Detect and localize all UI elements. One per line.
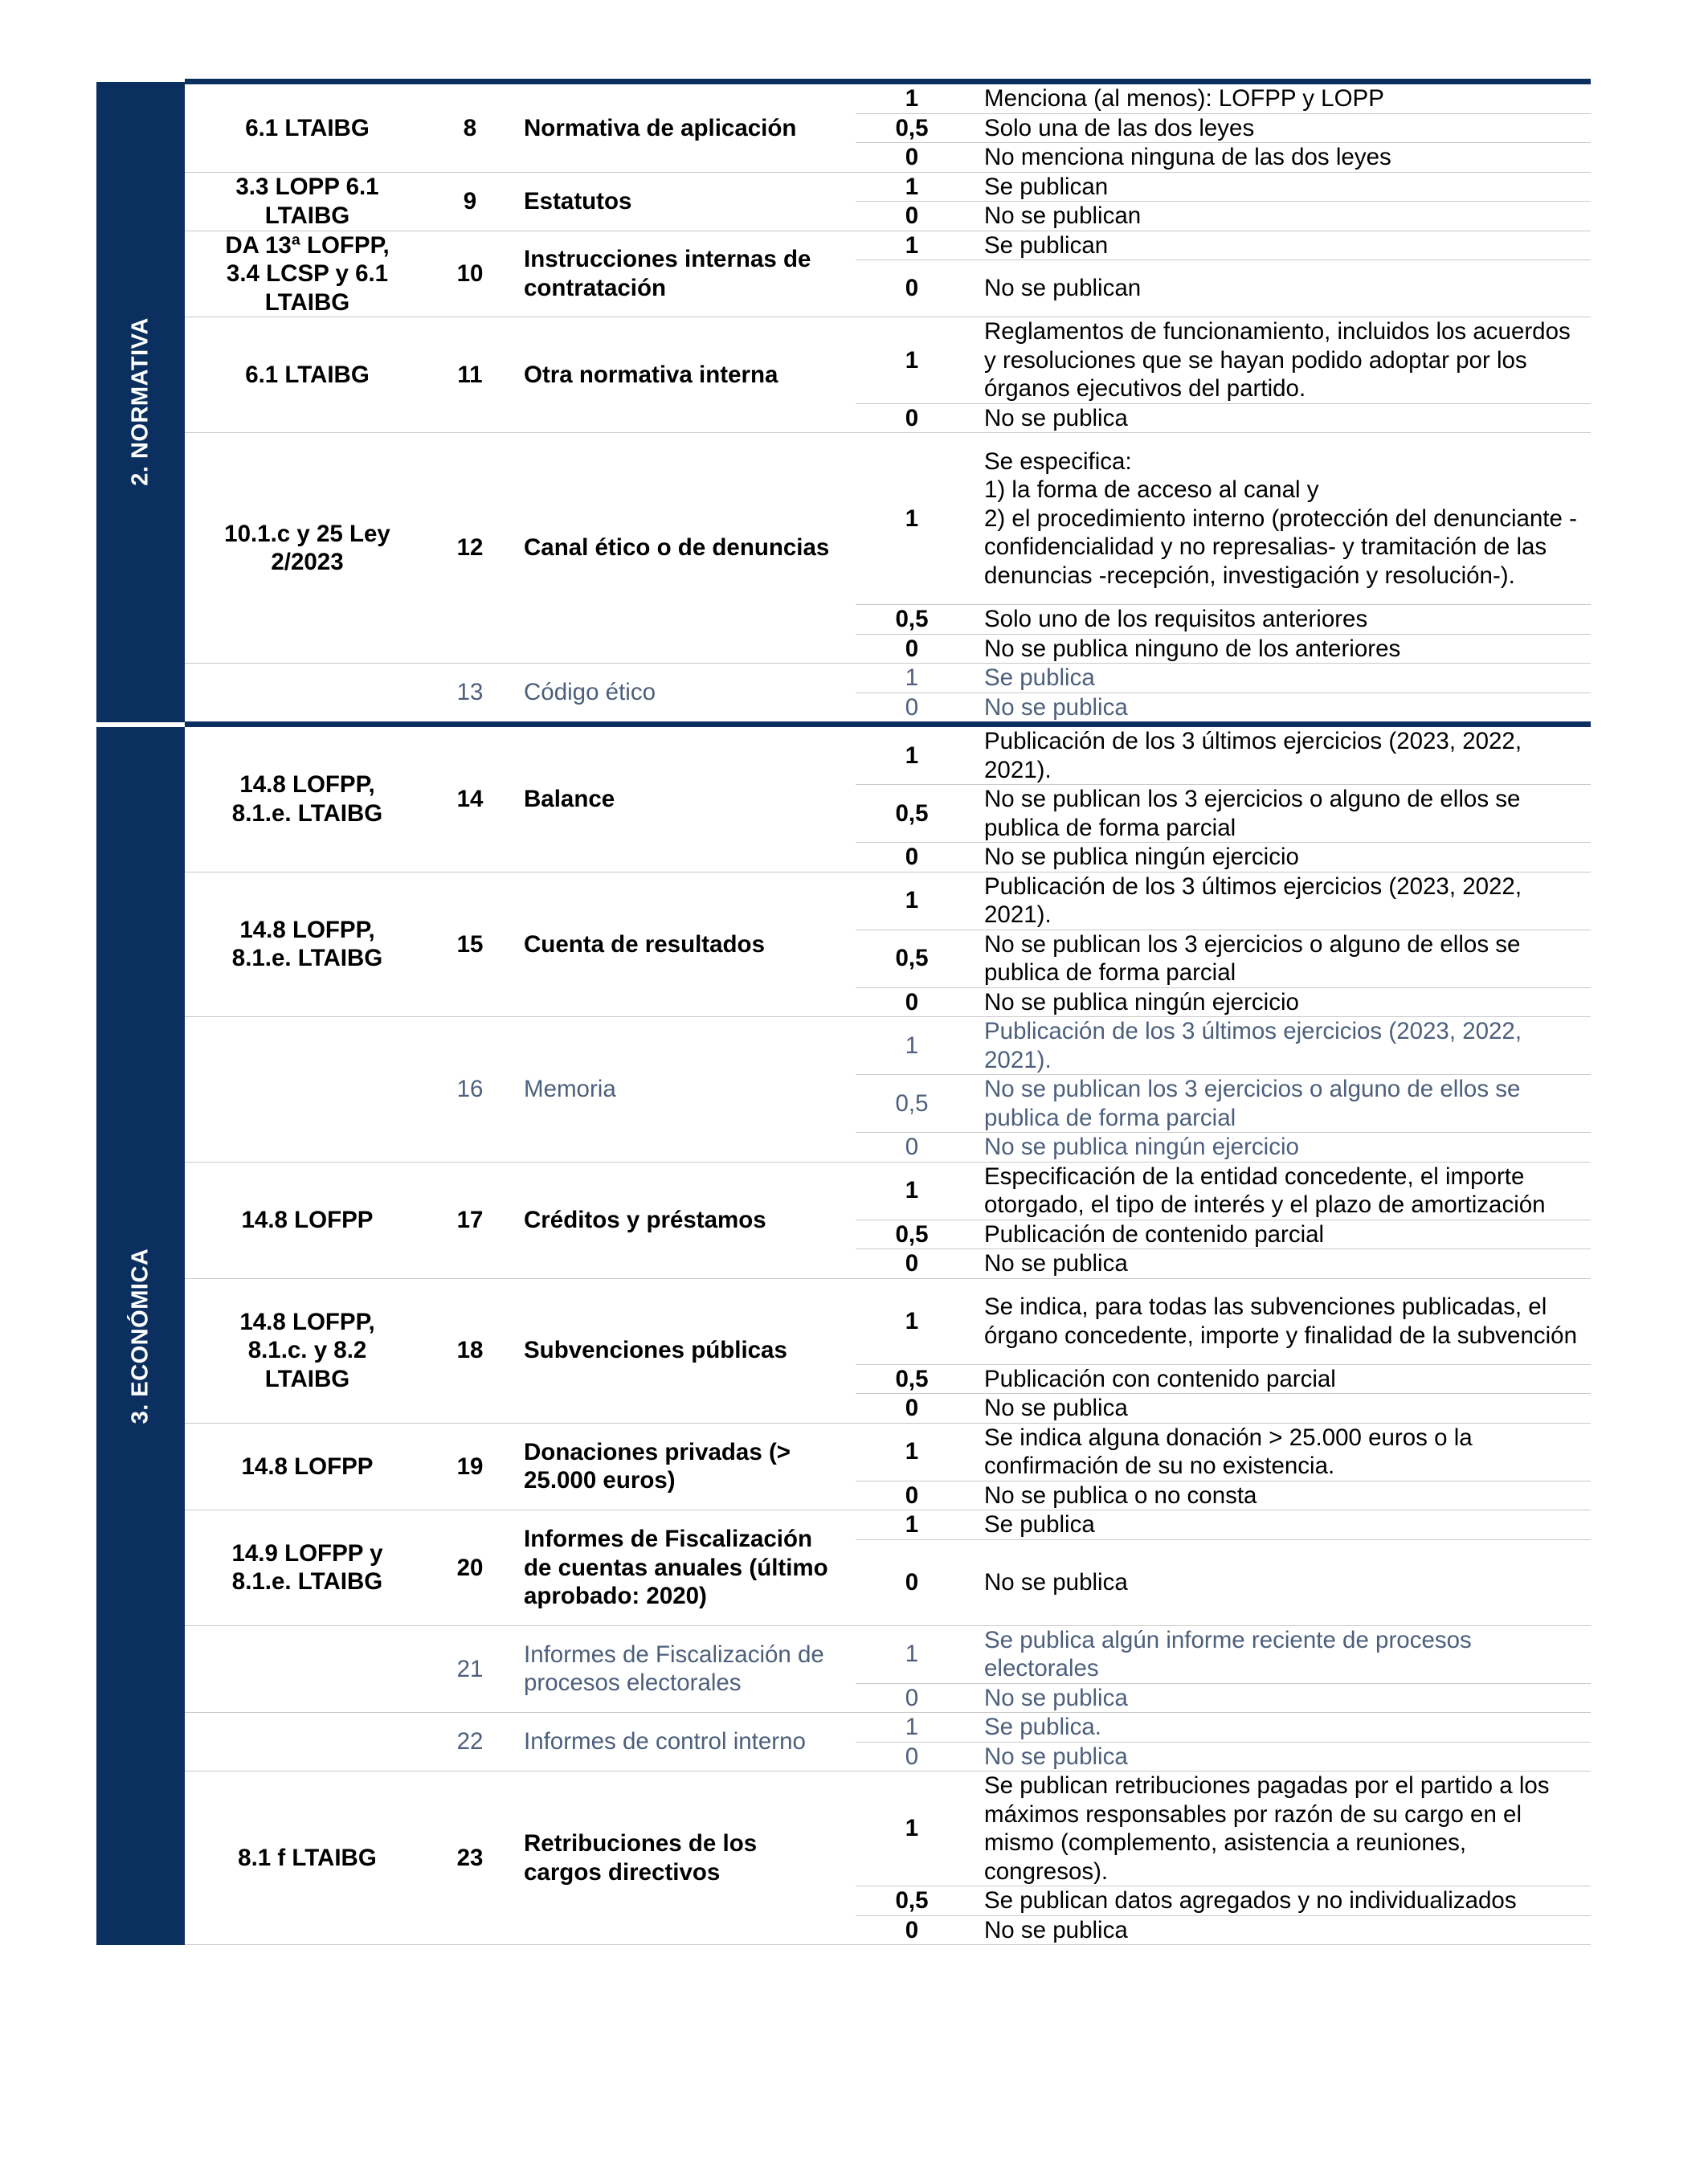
indicator-number: 20 xyxy=(430,1510,510,1626)
score-description: Solo uno de los requisitos anteriores xyxy=(968,605,1591,635)
legal-reference: 14.8 LOFPP xyxy=(185,1162,430,1278)
indicator-number: 13 xyxy=(430,664,510,725)
legal-reference: 14.8 LOFPP xyxy=(185,1423,430,1510)
score-points: 0 xyxy=(856,1249,968,1279)
indicator-name: Memoria xyxy=(510,1017,856,1163)
legal-reference: DA 13ª LOFPP, 3.4 LCSP y 6.1 LTAIBG xyxy=(185,231,430,317)
score-points: 0,5 xyxy=(856,1075,968,1133)
score-points: 1 xyxy=(856,82,968,114)
score-points: 1 xyxy=(856,1017,968,1075)
legal-reference xyxy=(185,1625,430,1713)
criterion-row xyxy=(96,1510,1591,1540)
indicator-name: Informes de Fiscalización de procesos electorales xyxy=(510,1625,856,1713)
score-description: No se publican los 3 ejercicios o alguno de ellos se publica de forma parcial xyxy=(968,930,1591,987)
score-description: Publicación de los 3 últimos ejercicios (2023, 2022, 2021). xyxy=(968,1017,1591,1075)
score-description: Publicación de los 3 últimos ejercicios (2023, 2022, 2021). xyxy=(968,872,1591,930)
score-points: 0 xyxy=(856,693,968,725)
score-description: Se publican xyxy=(968,172,1591,202)
score-points: 0 xyxy=(856,143,968,173)
section-label: 2. NORMATIVA xyxy=(127,317,153,486)
score-points: 0 xyxy=(856,987,968,1017)
score-points: 1 xyxy=(856,1162,968,1220)
indicator-name: Otra normativa interna xyxy=(510,317,856,433)
score-description: No se publica ninguno de los anteriores xyxy=(968,634,1591,664)
score-points: 1 xyxy=(856,664,968,693)
legal-reference: 14.9 LOFPP y 8.1.e. LTAIBG xyxy=(185,1510,430,1626)
indicator-number: 21 xyxy=(430,1625,510,1713)
criterion-row xyxy=(96,872,1591,930)
section-band xyxy=(96,725,185,1945)
score-description: Publicación de contenido parcial xyxy=(968,1220,1591,1249)
score-description: No se publica xyxy=(968,1539,1591,1625)
indicator-number: 18 xyxy=(430,1278,510,1423)
score-description: No se publica ningún ejercicio xyxy=(968,987,1591,1017)
legal-reference: 14.8 LOFPP, 8.1.e. LTAIBG xyxy=(185,872,430,1017)
indicator-name: Estatutos xyxy=(510,172,856,231)
score-points: 0 xyxy=(856,1683,968,1713)
score-points: 0,5 xyxy=(856,1220,968,1249)
score-points: 0 xyxy=(856,634,968,664)
section-band xyxy=(96,82,185,725)
indicator-number: 14 xyxy=(430,725,510,872)
score-description: Se publican xyxy=(968,231,1591,260)
score-points: 0 xyxy=(856,260,968,317)
score-points: 0,5 xyxy=(856,605,968,635)
score-points: 1 xyxy=(856,1713,968,1743)
score-points: 0,5 xyxy=(856,1886,968,1916)
indicator-number: 11 xyxy=(430,317,510,433)
score-description: Se indica alguna donación > 25.000 euros o la confirmación de su no existencia. xyxy=(968,1423,1591,1481)
score-description xyxy=(968,433,1591,605)
indicator-number: 22 xyxy=(430,1713,510,1772)
criterion-row xyxy=(96,1423,1591,1481)
indicator-name: Código ético xyxy=(510,664,856,725)
score-description: Publicación de los 3 últimos ejercicios (2023, 2022, 2021). xyxy=(968,725,1591,785)
criterion-row xyxy=(96,1017,1591,1075)
score-description: No se publica xyxy=(968,693,1591,725)
criterion-row xyxy=(96,1713,1591,1743)
score-points: 0 xyxy=(856,1394,968,1424)
score-description: No se publica xyxy=(968,1742,1591,1772)
score-description: Se publica. xyxy=(968,1713,1591,1743)
score-points: 0,5 xyxy=(856,113,968,143)
indicator-name: Normativa de aplicación xyxy=(510,82,856,173)
legal-reference: 8.1 f LTAIBG xyxy=(185,1772,430,1945)
score-points: 1 xyxy=(856,1510,968,1540)
score-description-line: Se especifica: xyxy=(984,447,1132,475)
score-description: Especificación de la entidad concedente, el importe otorgado, el tipo de interés y el plazo de amortización xyxy=(968,1162,1591,1220)
score-description: Se publican retribuciones pagadas por el partido a los máximos responsables por razón de su cargo en el mismo (complemento, asistencia a reuniones, congresos). xyxy=(968,1772,1591,1886)
indicator-name: Informes de Fiscalización de cuentas anuales (último aprobado: 2020) xyxy=(510,1510,856,1626)
legal-reference: 3.3 LOPP 6.1 LTAIBG xyxy=(185,172,430,231)
score-points: 1 xyxy=(856,725,968,785)
indicator-number: 23 xyxy=(430,1772,510,1945)
score-description: Reglamentos de funcionamiento, incluidos los acuerdos y resoluciones que se hayan podido adoptar por los órganos ejecutivos del partido. xyxy=(968,317,1591,404)
score-description: Menciona (al menos): LOFPP y LOPP xyxy=(968,82,1591,114)
indicator-name: Donaciones privadas (> 25.000 euros) xyxy=(510,1423,856,1510)
score-description: No se publican los 3 ejercicios o alguno de ellos se publica de forma parcial xyxy=(968,785,1591,843)
score-points: 1 xyxy=(856,1772,968,1886)
score-points: 1 xyxy=(856,1278,968,1364)
criterion-row xyxy=(96,172,1591,202)
legal-reference: 14.8 LOFPP, 8.1.e. LTAIBG xyxy=(185,725,430,872)
legal-reference: 6.1 LTAIBG xyxy=(185,82,430,173)
legal-reference: 14.8 LOFPP, 8.1.c. y 8.2 LTAIBG xyxy=(185,1278,430,1423)
criterion-row xyxy=(96,1625,1591,1683)
indicator-name: Instrucciones internas de contratación xyxy=(510,231,856,317)
score-points: 1 xyxy=(856,1625,968,1683)
section-label: 3. ECONÓMICA xyxy=(127,1248,153,1424)
score-points: 0 xyxy=(856,1915,968,1945)
score-description: No se publica ningún ejercicio xyxy=(968,1133,1591,1163)
score-points: 0 xyxy=(856,202,968,231)
legal-reference: 10.1.c y 25 Ley 2/2023 xyxy=(185,433,430,664)
score-points: 1 xyxy=(856,433,968,605)
indicator-number: 9 xyxy=(430,172,510,231)
criterion-row xyxy=(96,1772,1591,1886)
indicator-name: Subvenciones públicas xyxy=(510,1278,856,1423)
indicator-number: 8 xyxy=(430,82,510,173)
score-description: Se indica, para todas las subvenciones publicadas, el órgano concedente, importe y finalidad de la subvención xyxy=(968,1278,1591,1364)
score-points: 0,5 xyxy=(856,785,968,843)
criterion-row xyxy=(96,433,1591,605)
score-description-line: 2) el procedimiento interno (protección del denunciante -confidencialidad y no represalias- y tramitación de las denuncias -recepción, investigación y resolución-). xyxy=(984,505,1577,589)
score-description: Solo una de las dos leyes xyxy=(968,113,1591,143)
indicator-number: 17 xyxy=(430,1162,510,1278)
score-description: No se publica xyxy=(968,403,1591,433)
score-description: No se publica xyxy=(968,1915,1591,1945)
score-description: Se publica algún informe reciente de procesos electorales xyxy=(968,1625,1591,1683)
score-description: No se publica xyxy=(968,1249,1591,1279)
score-description: No se publican xyxy=(968,260,1591,317)
score-points: 1 xyxy=(856,1423,968,1481)
criterion-row xyxy=(96,725,1591,785)
score-points: 1 xyxy=(856,172,968,202)
legal-reference: 6.1 LTAIBG xyxy=(185,317,430,433)
score-description-line: 1) la forma de acceso al canal y xyxy=(984,476,1319,504)
criterion-row xyxy=(96,1162,1591,1220)
indicator-name: Créditos y préstamos xyxy=(510,1162,856,1278)
score-description: No se publican los 3 ejercicios o alguno de ellos se publica de forma parcial xyxy=(968,1075,1591,1133)
score-points: 0 xyxy=(856,843,968,872)
score-description: No se publican xyxy=(968,202,1591,231)
criterion-row xyxy=(96,82,1591,114)
score-points: 0 xyxy=(856,403,968,433)
score-points: 0 xyxy=(856,1539,968,1625)
indicator-name: Canal ético o de denuncias xyxy=(510,433,856,664)
indicator-number: 19 xyxy=(430,1423,510,1510)
legal-reference xyxy=(185,664,430,725)
score-points: 1 xyxy=(856,317,968,404)
score-description: No se publica o no consta xyxy=(968,1481,1591,1510)
criteria-table-container xyxy=(96,79,1591,1945)
score-description: No se publica ningún ejercicio xyxy=(968,843,1591,872)
score-points: 0 xyxy=(856,1742,968,1772)
criterion-row xyxy=(96,1278,1591,1364)
indicator-number: 16 xyxy=(430,1017,510,1163)
score-points: 1 xyxy=(856,231,968,260)
indicator-number: 10 xyxy=(430,231,510,317)
score-points: 1 xyxy=(856,872,968,930)
score-description: No se publica xyxy=(968,1394,1591,1424)
score-description: Se publica xyxy=(968,664,1591,693)
score-description: Se publica xyxy=(968,1510,1591,1540)
score-description: Se publican datos agregados y no individualizados xyxy=(968,1886,1591,1916)
score-points: 0,5 xyxy=(856,1364,968,1394)
legal-reference xyxy=(185,1017,430,1163)
indicator-number: 12 xyxy=(430,433,510,664)
criterion-row xyxy=(96,231,1591,260)
score-points: 0 xyxy=(856,1481,968,1510)
criterion-row xyxy=(96,317,1591,404)
indicator-name: Balance xyxy=(510,725,856,872)
score-points: 0 xyxy=(856,1133,968,1163)
score-description: No se publica xyxy=(968,1683,1591,1713)
criterion-row xyxy=(96,664,1591,693)
indicator-name: Cuenta de resultados xyxy=(510,872,856,1017)
score-points: 0,5 xyxy=(856,930,968,987)
criteria-table xyxy=(96,79,1591,1945)
score-description: Publicación con contenido parcial xyxy=(968,1364,1591,1394)
indicator-name: Informes de control interno xyxy=(510,1713,856,1772)
indicator-number: 15 xyxy=(430,872,510,1017)
legal-reference xyxy=(185,1713,430,1772)
score-description: No menciona ninguna de las dos leyes xyxy=(968,143,1591,173)
indicator-name: Retribuciones de los cargos directivos xyxy=(510,1772,856,1945)
